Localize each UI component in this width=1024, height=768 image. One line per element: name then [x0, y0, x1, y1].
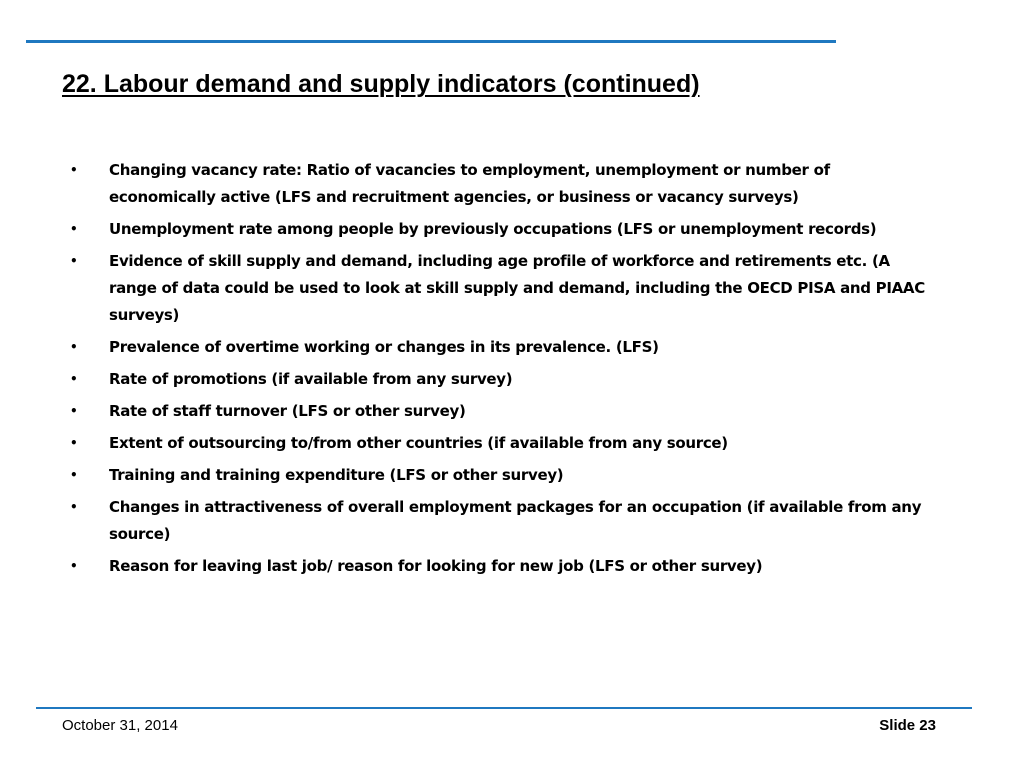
bullet-dot-icon: • [70, 500, 78, 514]
bullet-text: Rate of staff turnover (LFS or other survey) [109, 402, 466, 420]
bullet-item [66, 494, 936, 548]
bullet-dot-icon: • [70, 559, 78, 573]
bullet-dot-icon: • [70, 372, 78, 386]
bullet-item [66, 553, 936, 580]
bullet-dot-icon: • [70, 163, 78, 177]
bullet-item [66, 366, 936, 393]
bullet-text: Prevalence of overtime working or changes in its prevalence. (LFS) [109, 338, 659, 356]
footer-date: October 31, 2014 [62, 717, 178, 734]
bullet-text: Rate of promotions (if available from any survey) [109, 370, 513, 388]
bullet-text: Training and training expenditure (LFS or other survey) [109, 466, 564, 484]
top-divider [26, 40, 836, 43]
bullet-list [66, 157, 936, 585]
bullet-text: Evidence of skill supply and demand, including age profile of workforce and retirements etc. (A range of data could be used to look at skill supply and demand, including the OECD PISA and PIAAC surveys) [109, 252, 925, 324]
bullet-dot-icon: • [70, 436, 78, 450]
bullet-text: Changes in attractiveness of overall employment packages for an occupation (if available from any source) [109, 498, 922, 543]
bullet-dot-icon: • [70, 254, 78, 268]
slide-number: Slide 23 [879, 717, 936, 734]
bullet-dot-icon: • [70, 222, 78, 236]
bullet-item [66, 157, 936, 211]
bullet-item [66, 462, 936, 489]
bullet-dot-icon: • [70, 468, 78, 482]
bullet-text: Extent of outsourcing to/from other countries (if available from any source) [109, 434, 728, 452]
bullet-dot-icon: • [70, 404, 78, 418]
bullet-text: Reason for leaving last job/ reason for looking for new job (LFS or other survey) [109, 557, 763, 575]
bullet-item [66, 398, 936, 425]
bullet-item [66, 248, 936, 329]
bullet-text: Changing vacancy rate: Ratio of vacancies to employment, unemployment or number of economically active (LFS and recruitment agencies, or business or vacancy surveys) [109, 161, 830, 206]
bullet-dot-icon: • [70, 340, 78, 354]
bullet-item [66, 216, 936, 243]
bullet-item [66, 430, 936, 457]
bullet-text: Unemployment rate among people by previously occupations (LFS or unemployment records) [109, 220, 877, 238]
slide-title: 22. Labour demand and supply indicators (continued) [62, 70, 700, 98]
bottom-divider [36, 707, 972, 709]
bullet-item [66, 334, 936, 361]
